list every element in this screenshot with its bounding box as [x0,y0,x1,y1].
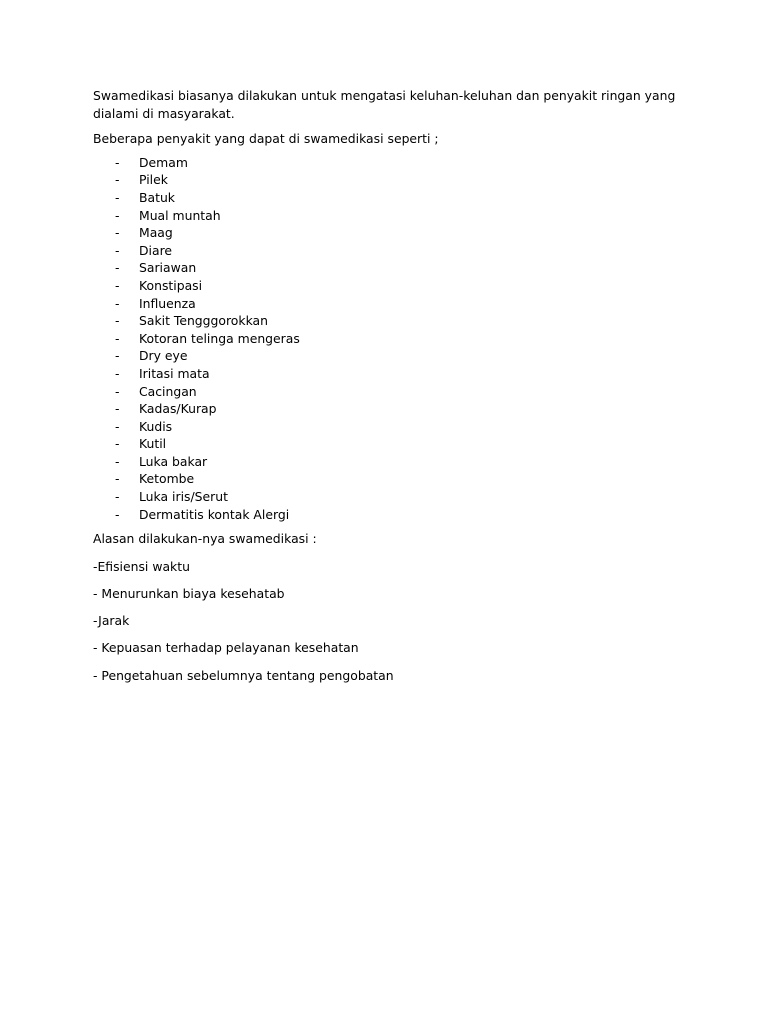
list-item-text: Influenza [139,295,196,311]
list-item-text: Konstipasi [139,277,203,293]
document-body [93,87,683,694]
list-item [93,506,683,524]
reason-line: -Efisiensi waktu [93,558,190,574]
bullet-dash: - [115,295,120,311]
bullet-dash: - [115,225,120,241]
bullet-dash: - [115,189,120,205]
bullet-dash: - [115,506,120,522]
list-item-text: Dry eye [139,348,188,364]
reason-line: -Jarak [93,613,130,629]
bullet-dash: - [115,453,120,469]
bullet-dash: - [115,277,120,293]
bullet-dash: - [115,471,120,487]
bullet-dash: - [115,489,120,505]
bullet-dash: - [115,418,120,434]
bullet-dash: - [115,330,120,346]
list-item-text: Kadas/Kurap [139,401,217,417]
bullet-dash: - [115,313,120,329]
list-item-text: Dermatitis kontak Alergi [139,506,290,522]
list-item [93,383,683,401]
bullet-dash: - [115,154,120,170]
list-item-text: Ketombe [139,471,195,487]
list-item-text: Luka iris/Serut [139,489,228,505]
list-item [93,189,683,207]
intro-paragraph: Swamedikasi biasanya dilakukan untuk mengatasi keluhan-keluhan dan penyakit ringan yang dialami di masyarakat. [93,88,676,121]
list-item [93,365,683,383]
list-item-text: Sakit Tengggorokkan [139,313,268,329]
list-item [93,207,683,225]
list-item [93,435,683,453]
disease-list [93,154,683,523]
list-item [93,224,683,242]
list-item [93,453,683,471]
bullet-dash: - [115,436,120,452]
list-item [93,259,683,277]
list-item [93,330,683,348]
bullet-dash: - [115,242,120,258]
list-item [93,154,683,172]
bullet-dash: - [115,260,120,276]
list-item [93,277,683,295]
bullet-dash: - [115,365,120,381]
list-lead-paragraph: Beberapa penyakit yang dapat di swamedikasi seperti ; [93,131,439,147]
list-item-text: Diare [139,242,173,258]
list-item-text: Kotoran telinga mengeras [139,330,300,346]
list-item-text: Sariawan [139,260,197,276]
list-item [93,470,683,488]
list-item [93,312,683,330]
list-item-text: Demam [139,154,188,170]
list-item [93,400,683,418]
bullet-dash: - [115,401,120,417]
list-item [93,242,683,260]
bullet-dash: - [115,207,120,223]
list-item-text: Kutil [139,436,167,452]
list-item-text: Pilek [139,172,168,188]
list-item-text: Luka bakar [139,453,208,469]
list-item-text: Batuk [139,189,175,205]
list-item [93,488,683,506]
bullet-dash: - [115,383,120,399]
list-item-text: Cacingan [139,383,197,399]
list-item-text: Kudis [139,418,173,434]
list-item [93,295,683,313]
list-item-text: Iritasi mata [139,365,210,381]
bullet-dash: - [115,348,120,364]
list-item [93,347,683,365]
reason-line: - Menurunkan biaya kesehatab [93,585,285,601]
reason-line: - Pengetahuan sebelumnya tentang pengobatan [93,667,394,683]
list-item-text: Mual muntah [139,207,221,223]
reasons-heading: Alasan dilakukan-nya swamedikasi : [93,531,317,547]
reason-line: - Kepuasan terhadap pelayanan kesehatan [93,640,359,656]
bullet-dash: - [115,172,120,188]
list-item [93,171,683,189]
list-item-text: Maag [139,225,173,241]
list-item [93,418,683,436]
